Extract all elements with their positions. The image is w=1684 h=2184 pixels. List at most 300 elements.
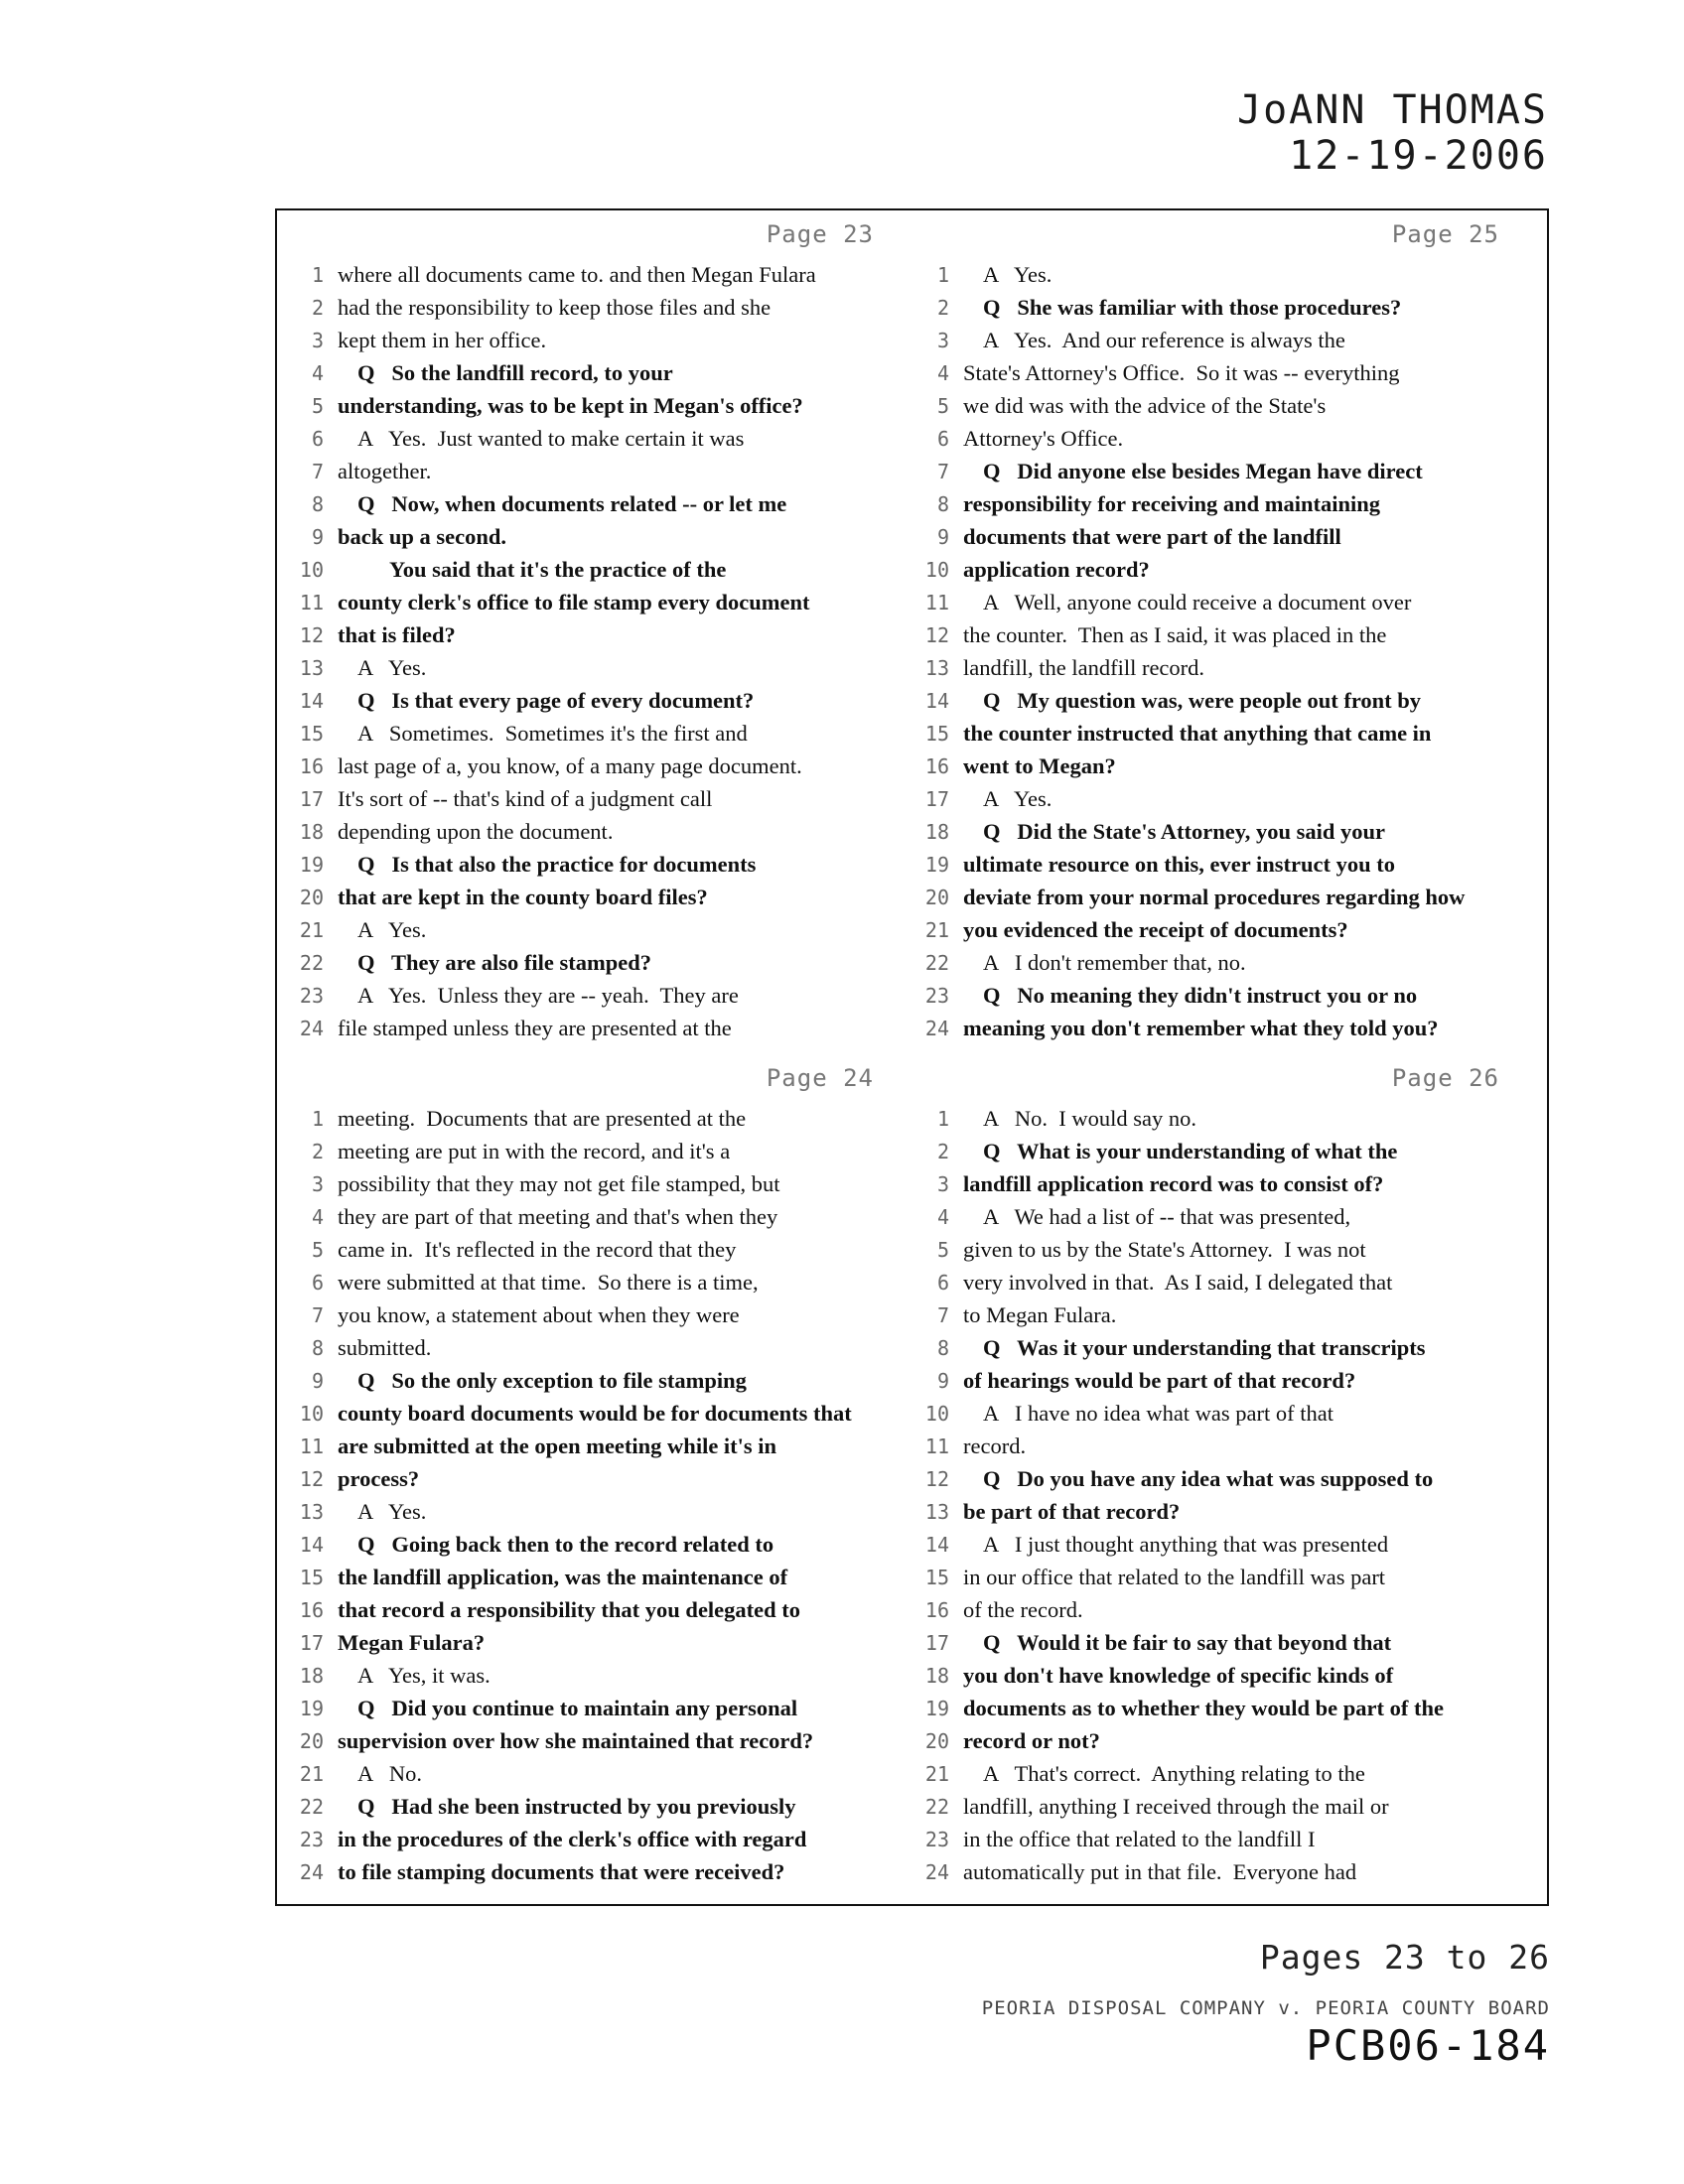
question-text: Q So the landfill record, to your — [357, 360, 673, 385]
question-text: went to Megan? — [963, 753, 1116, 778]
question-text: deviate from your normal procedures regarding how — [963, 885, 1466, 909]
question-text: county clerk's office to file stamp every document — [338, 590, 810, 614]
transcript-line — [278, 946, 904, 979]
transcript-line — [278, 1430, 904, 1462]
transcript-line — [278, 1298, 904, 1331]
line-number: 12 — [924, 623, 949, 647]
line-number: 21 — [299, 918, 324, 942]
question-text: application record? — [963, 557, 1150, 582]
line-number: 21 — [924, 918, 949, 942]
line-number: 14 — [924, 1533, 949, 1557]
page-label: Page 25 — [1391, 220, 1499, 248]
page-label: Page 24 — [766, 1064, 874, 1092]
line-number: 5 — [936, 394, 949, 418]
line-number: 21 — [299, 1762, 324, 1786]
line-number: 24 — [299, 1017, 324, 1040]
line-number: 14 — [924, 689, 949, 713]
transcript-line — [278, 1593, 904, 1626]
answer-text: you know, a statement about when they were — [338, 1302, 740, 1327]
line-number: 9 — [311, 525, 324, 549]
line-number: 1 — [311, 1107, 324, 1131]
line-number: 13 — [299, 656, 324, 680]
transcript-line — [278, 1266, 904, 1298]
transcript-line — [278, 1012, 904, 1044]
line-number: 20 — [924, 1729, 949, 1753]
transcript-line — [904, 1659, 1529, 1692]
question-text: Q Did you continue to maintain any personal — [357, 1696, 798, 1720]
transcript-line — [278, 1561, 904, 1593]
page-label: Page 26 — [1391, 1064, 1499, 1092]
question-text: Q Is that every page of every document? — [357, 688, 755, 713]
line-number: 9 — [936, 525, 949, 549]
transcript-line — [278, 1135, 904, 1167]
transcript-line — [278, 913, 904, 946]
transcript-line — [904, 1012, 1529, 1044]
transcript-line — [904, 815, 1529, 848]
line-number: 12 — [299, 1467, 324, 1491]
line-number: 18 — [299, 1664, 324, 1688]
line-number: 20 — [299, 886, 324, 909]
line-number: 11 — [924, 591, 949, 614]
transcript-line — [278, 1692, 904, 1724]
line-number: 6 — [311, 1271, 324, 1295]
line-number: 18 — [924, 820, 949, 844]
transcript-line — [904, 1462, 1529, 1495]
transcript-line — [904, 618, 1529, 651]
transcript-lines — [278, 258, 904, 1044]
transcript-line — [278, 750, 904, 782]
line-number: 16 — [924, 754, 949, 778]
line-number: 11 — [299, 591, 324, 614]
question-text: Q Is that also the practice for documents — [357, 852, 757, 877]
transcript-line — [278, 356, 904, 389]
line-number: 13 — [924, 1500, 949, 1524]
transcript-line — [904, 651, 1529, 684]
question-text: Q What is your understanding of what the — [983, 1139, 1398, 1163]
line-number: 18 — [924, 1664, 949, 1688]
line-number: 2 — [311, 1140, 324, 1163]
transcript-line — [278, 553, 904, 586]
question-text: of hearings would be part of that record? — [963, 1368, 1356, 1393]
transcript-line — [278, 258, 904, 291]
answer-text: meeting are put in with the record, and it's a — [338, 1139, 731, 1163]
transcript-line — [904, 1364, 1529, 1397]
question-text: Megan Fulara? — [338, 1630, 486, 1655]
answer-text: A Yes, it was. — [357, 1663, 491, 1688]
transcript-line — [278, 1495, 904, 1528]
answer-text: they are part of that meeting and that's when they — [338, 1204, 778, 1229]
transcript-line — [278, 487, 904, 520]
line-number: 6 — [936, 427, 949, 451]
transcript-line — [904, 782, 1529, 815]
transcript-line — [904, 1397, 1529, 1430]
transcript-line — [278, 848, 904, 881]
transcript-line — [904, 1495, 1529, 1528]
transcript-line — [904, 1528, 1529, 1561]
line-number: 12 — [924, 1467, 949, 1491]
line-number: 22 — [924, 951, 949, 975]
answer-text: landfill, the landfill record. — [963, 655, 1205, 680]
line-number: 3 — [936, 329, 949, 352]
line-number: 24 — [924, 1860, 949, 1884]
answer-text: were submitted at that time. So there is a time, — [338, 1270, 759, 1295]
answer-text: automatically put in that file. Everyone had — [963, 1859, 1357, 1884]
answer-text: we did was with the advice of the State's — [963, 393, 1327, 418]
transcript-line — [904, 1561, 1529, 1593]
transcript-line — [904, 1855, 1529, 1888]
line-number: 11 — [299, 1434, 324, 1458]
transcript-line — [278, 520, 904, 553]
line-number: 18 — [299, 820, 324, 844]
transcript-line — [904, 1102, 1529, 1135]
question-text: record or not? — [963, 1728, 1100, 1753]
line-number: 8 — [311, 492, 324, 516]
transcript-line — [904, 389, 1529, 422]
question-text: the landfill application, was the maintenance of — [338, 1565, 788, 1589]
transcript-line — [904, 946, 1529, 979]
transcript-lines — [904, 1102, 1529, 1888]
transcript-line — [278, 782, 904, 815]
answer-text: had the responsibility to keep those files and she — [338, 295, 772, 320]
transcript-line — [904, 258, 1529, 291]
transcript-line — [904, 717, 1529, 750]
line-number: 22 — [299, 951, 324, 975]
transcript-line — [278, 389, 904, 422]
answer-text: submitted. — [338, 1335, 432, 1360]
transcript-line — [278, 1462, 904, 1495]
line-number: 5 — [936, 1238, 949, 1262]
transcript-line — [278, 979, 904, 1012]
question-text: Q She was familiar with those procedures? — [983, 295, 1402, 320]
line-number: 9 — [311, 1369, 324, 1393]
answer-text: A Yes. — [983, 262, 1052, 287]
line-number: 7 — [311, 1303, 324, 1327]
line-number: 15 — [299, 722, 324, 746]
line-number: 7 — [311, 460, 324, 483]
answer-text: record. — [963, 1433, 1027, 1458]
line-number: 8 — [936, 1336, 949, 1360]
line-number: 3 — [936, 1172, 949, 1196]
question-text: ultimate resource on this, ever instruct you to — [963, 852, 1395, 877]
answer-text: A No. I would say no. — [983, 1106, 1196, 1131]
transcript-line — [278, 1102, 904, 1135]
answer-text: in the office that related to the landfill I — [963, 1827, 1316, 1851]
transcript-line — [278, 1331, 904, 1364]
transcript-line — [278, 1757, 904, 1790]
line-number: 4 — [936, 1205, 949, 1229]
answer-text: landfill, anything I received through the mail or — [963, 1794, 1389, 1819]
transcript-line — [278, 1528, 904, 1561]
line-number: 19 — [299, 1697, 324, 1720]
transcript-line — [904, 684, 1529, 717]
answer-text: came in. It's reflected in the record that they — [338, 1237, 737, 1262]
answer-text: where all documents came to. and then Megan Fulara — [338, 262, 816, 287]
question-text: county board documents would be for documents that — [338, 1401, 852, 1426]
transcript-line — [904, 520, 1529, 553]
case-caption: PEORIA DISPOSAL COMPANY v. PEORIA COUNTY BOARD — [981, 1997, 1550, 2019]
transcript-line — [904, 1135, 1529, 1167]
transcript-line — [904, 1200, 1529, 1233]
transcript-line — [904, 422, 1529, 455]
transcript-line — [904, 1757, 1529, 1790]
line-number: 1 — [936, 263, 949, 287]
transcript-line — [904, 356, 1529, 389]
answer-text: A No. — [357, 1761, 423, 1786]
transcript-line — [904, 1266, 1529, 1298]
transcript-line — [278, 618, 904, 651]
line-number: 23 — [299, 984, 324, 1008]
line-number: 24 — [299, 1860, 324, 1884]
transcript-lines — [278, 1102, 904, 1888]
line-number: 5 — [311, 394, 324, 418]
answer-text: of the record. — [963, 1597, 1083, 1622]
line-number: 4 — [311, 1205, 324, 1229]
transcript-line — [278, 455, 904, 487]
transcript-line — [278, 586, 904, 618]
question-text: Q They are also file stamped? — [357, 950, 652, 975]
transcript-line — [904, 1790, 1529, 1823]
answer-text: A I have no idea what was part of that — [983, 1401, 1334, 1426]
deposition-date: 12-19-2006 — [1289, 133, 1548, 179]
transcript-line — [904, 1233, 1529, 1266]
question-text: meaning you don't remember what they told you? — [963, 1016, 1439, 1040]
question-text: Q My question was, were people out front by — [983, 688, 1422, 713]
answer-text: A Yes. — [983, 786, 1052, 811]
answer-text: altogether. — [338, 459, 432, 483]
line-number: 2 — [936, 1140, 949, 1163]
line-number: 23 — [924, 984, 949, 1008]
line-number: 12 — [299, 623, 324, 647]
line-number: 23 — [299, 1828, 324, 1851]
line-number: 13 — [924, 656, 949, 680]
transcript-line — [904, 324, 1529, 356]
line-number: 14 — [299, 1533, 324, 1557]
line-number: 21 — [924, 1762, 949, 1786]
transcript-line — [904, 979, 1529, 1012]
question-text: Q Did anyone else besides Megan have direct — [983, 459, 1423, 483]
line-number: 24 — [924, 1017, 949, 1040]
transcript-line — [904, 1692, 1529, 1724]
line-number: 5 — [311, 1238, 324, 1262]
transcript-line — [904, 291, 1529, 324]
transcript-line — [278, 1626, 904, 1659]
line-number: 2 — [936, 296, 949, 320]
transcript-line — [278, 1659, 904, 1692]
transcript-line — [278, 651, 904, 684]
answer-text: meeting. Documents that are presented at the — [338, 1106, 747, 1131]
line-number: 20 — [299, 1729, 324, 1753]
transcript-line — [904, 455, 1529, 487]
answer-text: A Yes. — [357, 1499, 427, 1524]
line-number: 6 — [311, 427, 324, 451]
line-number: 20 — [924, 886, 949, 909]
answer-text: kept them in her office. — [338, 328, 547, 352]
answer-text: A Yes. And our reference is always the — [983, 328, 1345, 352]
transcript-line — [904, 1430, 1529, 1462]
transcript-line — [904, 553, 1529, 586]
question-text: documents as to whether they would be part of the — [963, 1696, 1444, 1720]
line-number: 17 — [299, 1631, 324, 1655]
question-text: you evidenced the receipt of documents? — [963, 917, 1348, 942]
line-number: 19 — [924, 853, 949, 877]
transcript-line — [904, 881, 1529, 913]
question-text: Q No meaning they didn't instruct you or no — [983, 983, 1418, 1008]
answer-text: A Well, anyone could receive a document over — [983, 590, 1412, 614]
transcript-line — [904, 1593, 1529, 1626]
line-number: 16 — [924, 1598, 949, 1622]
transcript-line — [278, 1790, 904, 1823]
line-number: 15 — [299, 1566, 324, 1589]
question-text: you don't have knowledge of specific kinds of — [963, 1663, 1394, 1688]
question-text: are submitted at the open meeting while it's in — [338, 1433, 777, 1458]
question-text: Q Had she been instructed by you previously — [357, 1794, 796, 1819]
question-text: Q Would it be fair to say that beyond that — [983, 1630, 1392, 1655]
line-number: 10 — [299, 558, 324, 582]
line-number: 10 — [299, 1402, 324, 1426]
line-number: 13 — [299, 1500, 324, 1524]
answer-text: to Megan Fulara. — [963, 1302, 1117, 1327]
answer-text: A I just thought anything that was presented — [983, 1532, 1389, 1557]
transcript-line — [278, 324, 904, 356]
answer-text: A Sometimes. Sometimes it's the first and — [357, 721, 748, 746]
answer-text: possibility that they may not get file stamped, but — [338, 1171, 780, 1196]
line-number: 15 — [924, 1566, 949, 1589]
question-text: Q Now, when documents related -- or let me — [357, 491, 787, 516]
line-number: 6 — [936, 1271, 949, 1295]
transcript-line — [904, 1823, 1529, 1855]
line-number: 4 — [311, 361, 324, 385]
transcript-line — [278, 1397, 904, 1430]
line-number: 22 — [924, 1795, 949, 1819]
question-text: that record a responsibility that you delegated to — [338, 1597, 801, 1622]
question-text: be part of that record? — [963, 1499, 1181, 1524]
line-number: 4 — [936, 361, 949, 385]
line-number: 19 — [299, 853, 324, 877]
line-number: 1 — [311, 263, 324, 287]
witness-name: JoANN THOMAS — [1237, 87, 1548, 133]
transcript-line — [278, 815, 904, 848]
line-number: 17 — [924, 787, 949, 811]
line-number: 16 — [299, 754, 324, 778]
line-number: 10 — [924, 558, 949, 582]
line-number: 14 — [299, 689, 324, 713]
transcript-line — [904, 750, 1529, 782]
question-text: process? — [338, 1466, 420, 1491]
line-number: 23 — [924, 1828, 949, 1851]
pages-range: Pages 23 to 26 — [1259, 1938, 1550, 1977]
transcript-line — [904, 1626, 1529, 1659]
question-text: understanding, was to be kept in Megan's office? — [338, 393, 803, 418]
transcript-line — [278, 1823, 904, 1855]
transcript-line — [904, 1298, 1529, 1331]
transcript-line — [278, 1364, 904, 1397]
question-text: documents that were part of the landfill — [963, 524, 1341, 549]
question-text: back up a second. — [338, 524, 507, 549]
transcript-line — [904, 487, 1529, 520]
question-text: Q Going back then to the record related to — [357, 1532, 774, 1557]
transcript-line — [904, 586, 1529, 618]
line-number: 9 — [936, 1369, 949, 1393]
question-text: in the procedures of the clerk's office with regard — [338, 1827, 807, 1851]
line-number: 11 — [924, 1434, 949, 1458]
line-number: 8 — [311, 1336, 324, 1360]
line-number: 3 — [311, 329, 324, 352]
line-number: 3 — [311, 1172, 324, 1196]
transcript-line — [278, 1167, 904, 1200]
question-text: that are kept in the county board files? — [338, 885, 708, 909]
line-number: 15 — [924, 722, 949, 746]
question-text: Q Did the State's Attorney, you said your — [983, 819, 1386, 844]
question-text: supervision over how she maintained that record? — [338, 1728, 814, 1753]
question-text: landfill application record was to consist of? — [963, 1171, 1384, 1196]
transcript-line — [904, 1167, 1529, 1200]
answer-text: A Yes. Unless they are -- yeah. They are — [357, 983, 739, 1008]
answer-text: A We had a list of -- that was presented, — [983, 1204, 1351, 1229]
answer-text: It's sort of -- that's kind of a judgment call — [338, 786, 713, 811]
answer-text: A I don't remember that, no. — [983, 950, 1246, 975]
question-text: You said that it's the practice of the — [389, 557, 727, 582]
answer-text: Attorney's Office. — [963, 426, 1124, 451]
line-number: 19 — [924, 1697, 949, 1720]
question-text: the counter instructed that anything that came in — [963, 721, 1432, 746]
answer-text: A Yes. — [357, 655, 427, 680]
answer-text: A Yes. — [357, 917, 427, 942]
line-number: 16 — [299, 1598, 324, 1622]
answer-text: very involved in that. As I said, I delegated that — [963, 1270, 1393, 1295]
answer-text: given to us by the State's Attorney. I was not — [963, 1237, 1366, 1262]
transcript-line — [904, 1331, 1529, 1364]
transcript-line — [904, 913, 1529, 946]
line-number: 17 — [924, 1631, 949, 1655]
answer-text: State's Attorney's Office. So it was -- everything — [963, 360, 1400, 385]
question-text: Q Do you have any idea what was supposed to — [983, 1466, 1434, 1491]
question-text: Q Was it your understanding that transcripts — [983, 1335, 1426, 1360]
line-number: 10 — [924, 1402, 949, 1426]
transcript-line — [278, 1200, 904, 1233]
answer-text: the counter. Then as I said, it was placed in the — [963, 622, 1387, 647]
page-label: Page 23 — [766, 220, 874, 248]
answer-text: A Yes. Just wanted to make certain it was — [357, 426, 745, 451]
line-number: 22 — [299, 1795, 324, 1819]
transcript-line — [278, 1855, 904, 1888]
case-number: PCB06-184 — [1306, 2021, 1550, 2070]
answer-text: file stamped unless they are presented at the — [338, 1016, 732, 1040]
transcript-line — [904, 848, 1529, 881]
line-number: 7 — [936, 1303, 949, 1327]
line-number: 2 — [311, 296, 324, 320]
line-number: 7 — [936, 460, 949, 483]
line-number: 17 — [299, 787, 324, 811]
transcript-line — [278, 1724, 904, 1757]
answer-text: A That's correct. Anything relating to the — [983, 1761, 1365, 1786]
question-text: Q So the only exception to file stamping — [357, 1368, 747, 1393]
transcript-line — [278, 684, 904, 717]
line-number: 8 — [936, 492, 949, 516]
transcript-line — [904, 1724, 1529, 1757]
question-text: responsibility for receiving and maintaining — [963, 491, 1381, 516]
transcript-line — [278, 1233, 904, 1266]
transcript-line — [278, 422, 904, 455]
answer-text: in our office that related to the landfill was part — [963, 1565, 1386, 1589]
question-text: to file stamping documents that were received? — [338, 1859, 785, 1884]
transcript-line — [278, 291, 904, 324]
transcript-lines — [904, 258, 1529, 1044]
line-number: 1 — [936, 1107, 949, 1131]
question-text: that is filed? — [338, 622, 456, 647]
answer-text: depending upon the document. — [338, 819, 614, 844]
answer-text: last page of a, you know, of a many page document. — [338, 753, 802, 778]
transcript-line — [278, 881, 904, 913]
